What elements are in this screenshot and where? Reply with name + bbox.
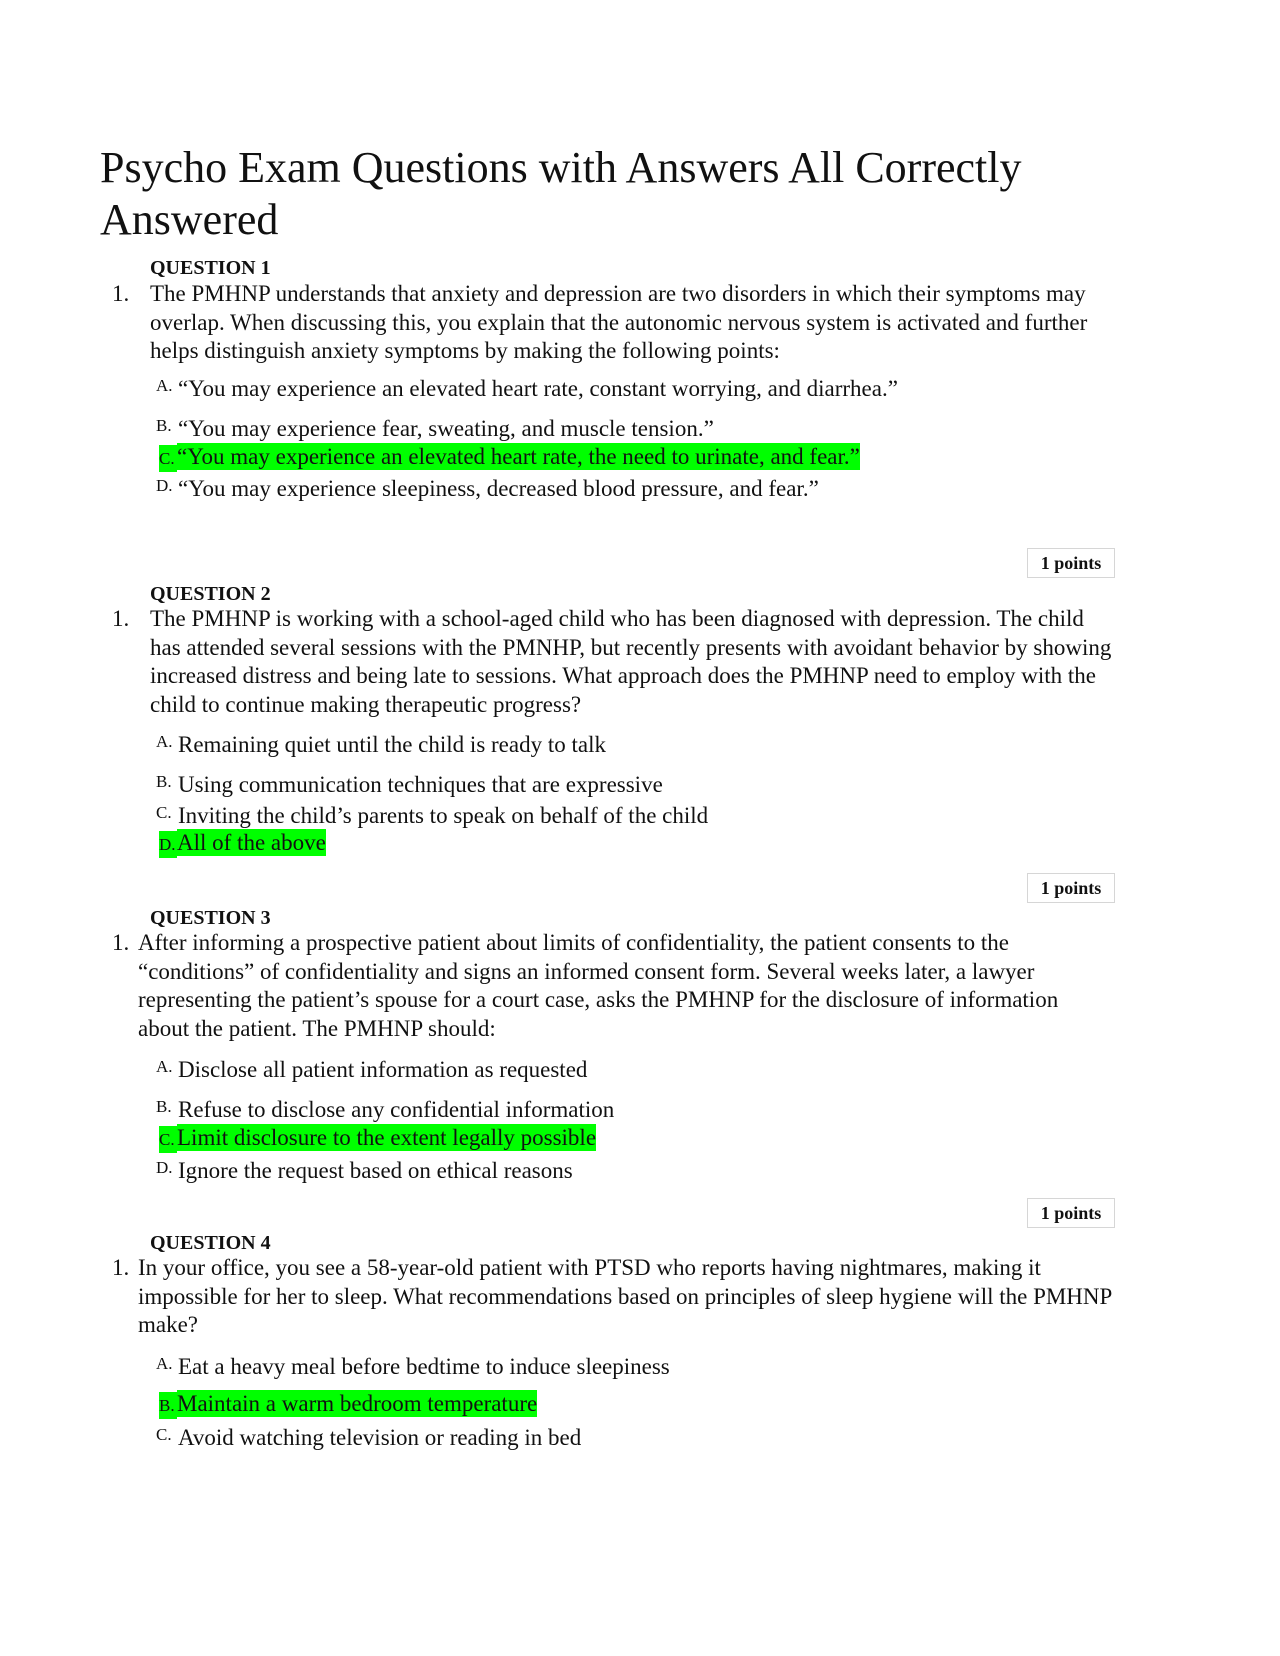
option-text: “You may experience an elevated heart rate, the need to urinate, and fear.” [177,444,860,469]
question-2-option-a [156,728,606,758]
question-4-stem [112,1254,1112,1340]
option-text: Remaining quiet until the child is ready to talk [178,732,606,757]
question-3-stem [112,929,1112,1043]
question-1-option-d [156,472,819,502]
option-text: Limit disclosure to the extent legally possible [177,1125,597,1150]
question-1-stem [112,280,1112,366]
question-4-number: 1. [112,1255,130,1280]
option-text: Disclose all patient information as requested [178,1057,588,1082]
question-1-option-c-correct [156,443,860,472]
question-2-option-c [156,799,708,829]
question-4-text: In your office, you see a 58-year-old patient with PTSD who reports having nightmares, making it impossible for her to sleep. What recommendations based on principles of sleep hygiene will the PMHNP make? [138,1255,1112,1337]
question-4-option-b-correct [156,1390,537,1419]
question-1-text: The PMHNP understands that anxiety and depression are two disorders in which their symptoms may overlap. When discussing this, you explain that the autonomic nervous system is activated and further helps distinguish anxiety symptoms by making the following points: [150,281,1088,363]
option-text: Eat a heavy meal before bedtime to induce sleepiness [178,1354,670,1379]
question-3-text: After informing a prospective patient about limits of confidentiality, the patient consents to the “conditions” of confidentiality and signs an informed consent form. Several weeks later, a lawyer representing the patient’s spouse for a court case, asks the PMHNP for the disclosure of information about the patient. The PMHNP should: [138,930,1059,1041]
question-1-heading: QUESTION 1 [150,257,271,279]
question-3-option-b [156,1093,614,1123]
question-1-option-a [156,372,898,402]
option-letter: D. [156,1158,173,1177]
question-2-heading: QUESTION 2 [150,583,271,605]
question-4-option-c [156,1421,581,1451]
question-3-points-badge: 1 points [1027,1198,1115,1228]
question-1-number: 1. [112,281,130,306]
option-letter: D. [156,476,173,495]
option-letter: C. [159,445,177,472]
question-3-number: 1. [112,930,130,955]
option-letter: A. [156,732,173,751]
question-2-points-badge: 1 points [1027,873,1115,903]
question-2-option-b [156,768,663,798]
option-text: “You may experience an elevated heart rate, constant worrying, and diarrhea.” [178,376,898,401]
question-4-option-a [156,1350,670,1380]
question-3-option-c-correct [156,1124,596,1153]
option-letter: D. [159,831,177,858]
option-text: “You may experience sleepiness, decreased blood pressure, and fear.” [178,476,819,501]
option-letter: B. [156,416,172,435]
question-1-option-b [156,412,714,442]
option-text: Using communication techniques that are expressive [178,772,663,797]
option-letter: B. [156,772,172,791]
option-letter: A. [156,1057,173,1076]
question-2-option-d-correct [156,829,326,858]
question-3-heading: QUESTION 3 [150,907,271,929]
option-letter: B. [159,1392,177,1419]
document-title: Psycho Exam Questions with Answers All Correctly Answered [100,143,1022,244]
question-2-number: 1. [112,606,130,631]
option-letter: C. [156,803,172,822]
option-letter: B. [156,1097,172,1116]
option-letter: A. [156,1354,173,1373]
question-3-option-d [156,1154,573,1184]
option-text: All of the above [177,830,326,855]
option-letter: C. [159,1126,177,1153]
question-4-heading: QUESTION 4 [150,1232,271,1254]
option-text: Avoid watching television or reading in bed [178,1425,582,1450]
option-letter: C. [156,1425,172,1444]
option-text: Ignore the request based on ethical reasons [178,1158,573,1183]
option-text: Maintain a warm bedroom temperature [177,1391,538,1416]
option-text: “You may experience fear, sweating, and muscle tension.” [178,416,714,441]
question-1-points-badge: 1 points [1027,548,1115,578]
question-2-text: The PMHNP is working with a school-aged child who has been diagnosed with depression. The child has attended several sessions with the PMNHP, but recently presents with avoidant behavior by showing increased distress and being late to sessions. What approach does the PMHNP need to employ with the child to continue making therapeutic progress? [150,606,1112,717]
option-text: Inviting the child’s parents to speak on behalf of the child [178,803,709,828]
question-3-option-a [156,1053,587,1083]
option-letter: A. [156,376,173,395]
option-text: Refuse to disclose any confidential information [178,1097,615,1122]
question-2-stem [112,605,1112,719]
